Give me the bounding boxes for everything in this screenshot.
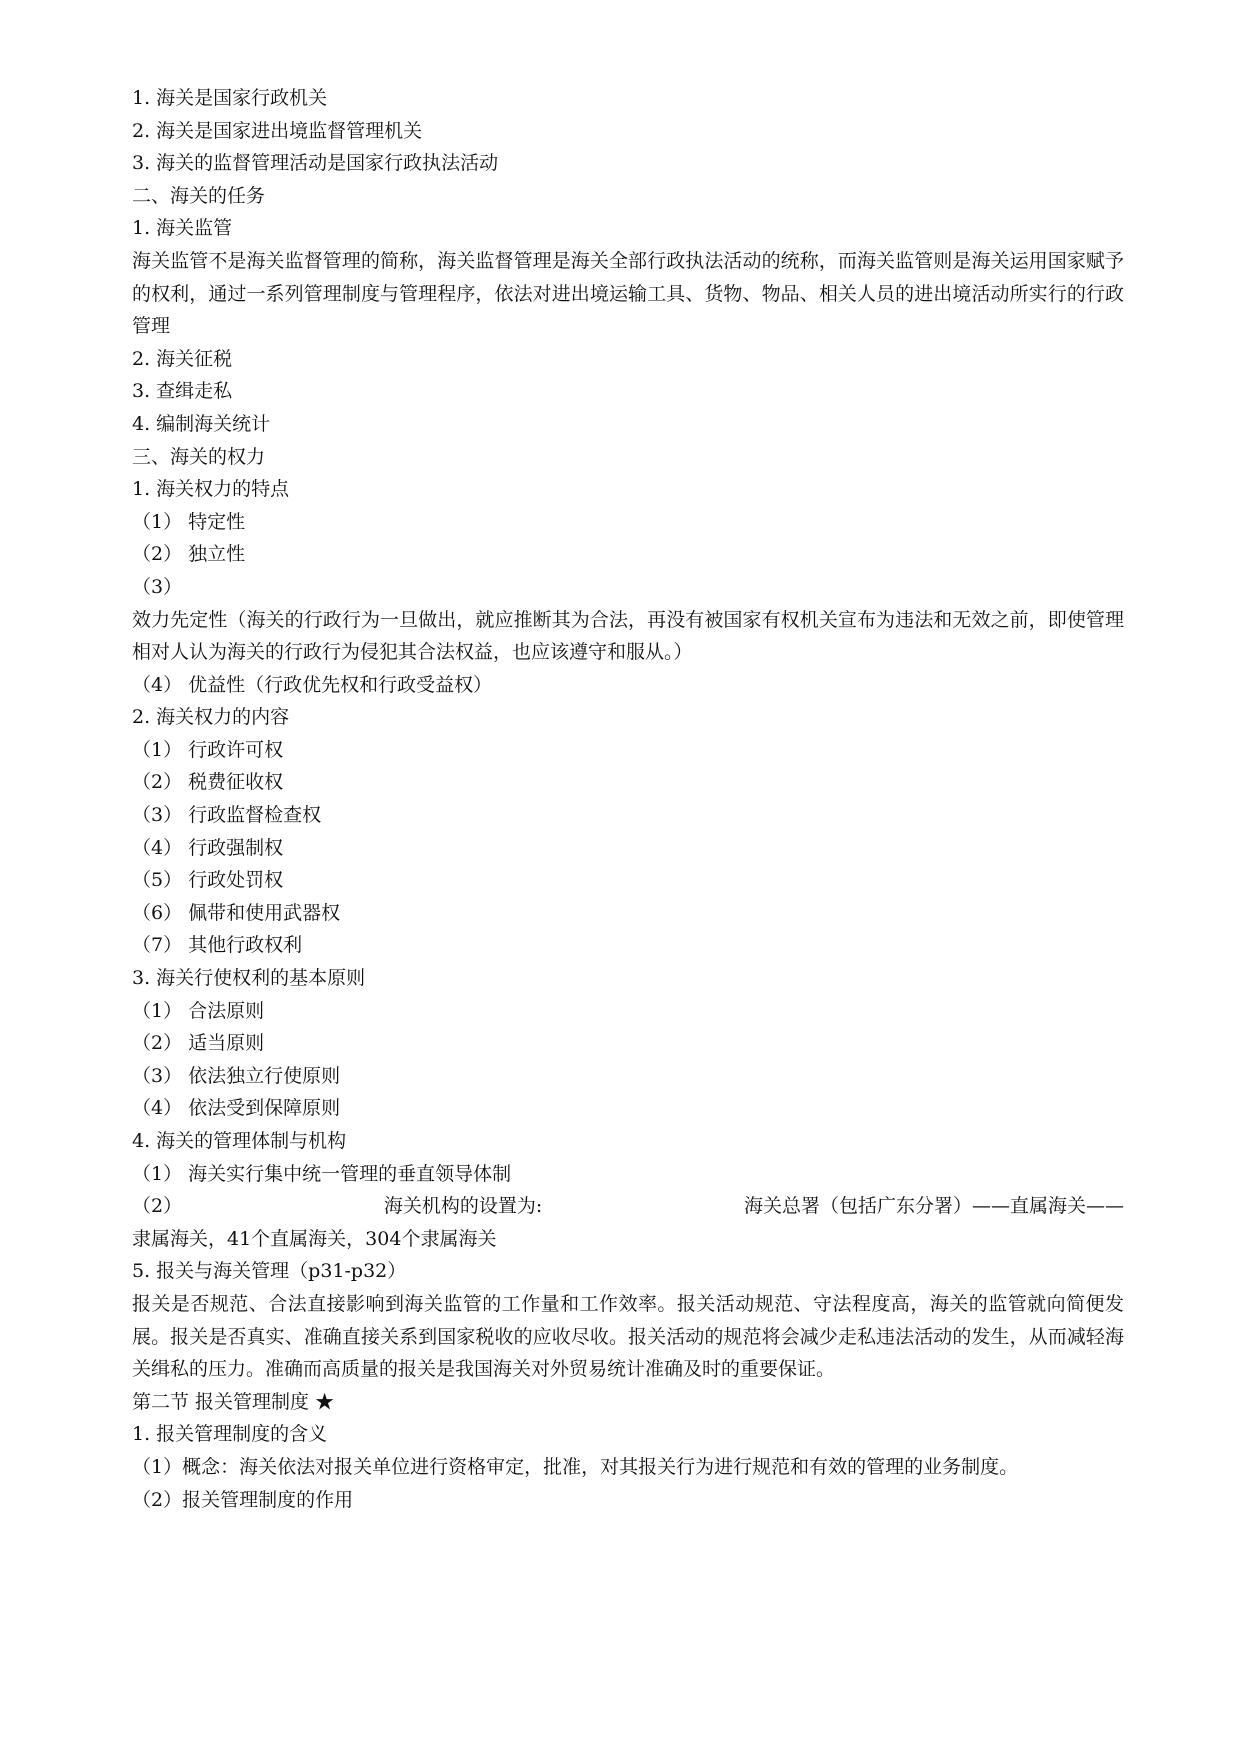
text-segment: 海关总署（包括广东分署）——直属海关—— [743,1195,1124,1218]
text-line: 2. 海关是国家进出境监督管理机关 [132,119,423,142]
list-item: （4） 行政强制权 [132,836,284,859]
list-item: （3） 依法独立行使原则 [132,1064,341,1087]
list-item: （7） 其他行政权利 [132,934,303,957]
text-line: 4. 编制海关统计 [132,412,271,435]
list-item: （4） 优益性（行政优先权和行政受益权） [132,673,493,696]
text-line: 3. 海关行使权利的基本原则 [132,967,366,990]
section-heading: 第二节 报关管理制度 ★ [132,1390,335,1413]
list-item: （1） 合法原则 [132,999,265,1022]
list-item: （5） 行政处罚权 [132,869,284,892]
text-line: （2）报关管理制度的作用 [132,1488,354,1511]
text-line: 3. 查缉走私 [132,380,233,403]
text-line: 1. 海关监管 [132,217,233,240]
text-line: 2. 海关征税 [132,347,233,370]
list-item: （1） 特定性 [132,510,246,533]
document-body [132,82,1124,1516]
paragraph: 报关是否规范、合法直接影响到海关监管的工作量和工作效率。报关活动规范、守法程度高，海关的监管就向简便发展。报关是否真实、准确直接关系到国家税收的应收尽收。报关活动的规范将会减少走私违法活动的发生，从而减轻海关缉私的压力。准确而高质量的报关是我国海关对外贸易统计准确及时的重要保证。 [132,1292,1124,1381]
list-item: （3） 行政监督检查权 [132,804,322,827]
list-item: （2） 适当原则 [132,1032,265,1055]
text-line: 隶属海关，41个直属海关，304个隶属海关 [132,1227,497,1250]
paragraph: 海关监管不是海关监督管理的简称，海关监督管理是海关全部行政执法活动的统称，而海关监管则是海关运用国家赋予的权利，通过一系列管理制度与管理程序，依法对进出境运输工具、货物、物品、相关人员的进出境活动所实行的行政管理 [132,249,1124,338]
text-line: 3. 海关的监督管理活动是国家行政执法活动 [132,152,499,175]
list-item: （6） 佩带和使用武器权 [132,901,341,924]
text-line: 5. 报关与海关管理（p31-p32） [132,1260,407,1283]
paragraph: （1）概念：海关依法对报关单位进行资格审定，批准，对其报关行为进行规范和有效的管理的业务制度。 [132,1455,1019,1478]
section-heading: 三、海关的权力 [132,445,266,468]
text-line: 1. 海关是国家行政机关 [132,87,328,109]
paragraph: 效力先定性（海关的行政行为一旦做出，就应推断其为合法，再没有被国家有权机关宣布为违法和无效之前，即使管理相对人认为海关的行政行为侵犯其合法权益，也应该遵守和服从。） [132,608,1124,664]
text-line: 2. 海关权力的内容 [132,706,290,729]
list-item: （4） 依法受到保障原则 [132,1097,341,1120]
text-line: 1. 报关管理制度的含义 [132,1423,328,1446]
list-item: （2） 税费征收权 [132,771,284,794]
text-segment: 海关机构的设置为: [383,1195,543,1218]
text-line: 1. 海关权力的特点 [132,478,290,501]
list-item-marker: （2） [132,1195,183,1218]
spread-line [132,1190,1124,1223]
list-item: （2） 独立性 [132,543,246,566]
list-item: （1） 行政许可权 [132,738,284,761]
section-heading: 二、海关的任务 [132,184,266,207]
list-item: （3） [132,575,183,598]
list-item: （1） 海关实行集中统一管理的垂直领导体制 [132,1162,512,1185]
text-line: 4. 海关的管理体制与机构 [132,1130,347,1152]
